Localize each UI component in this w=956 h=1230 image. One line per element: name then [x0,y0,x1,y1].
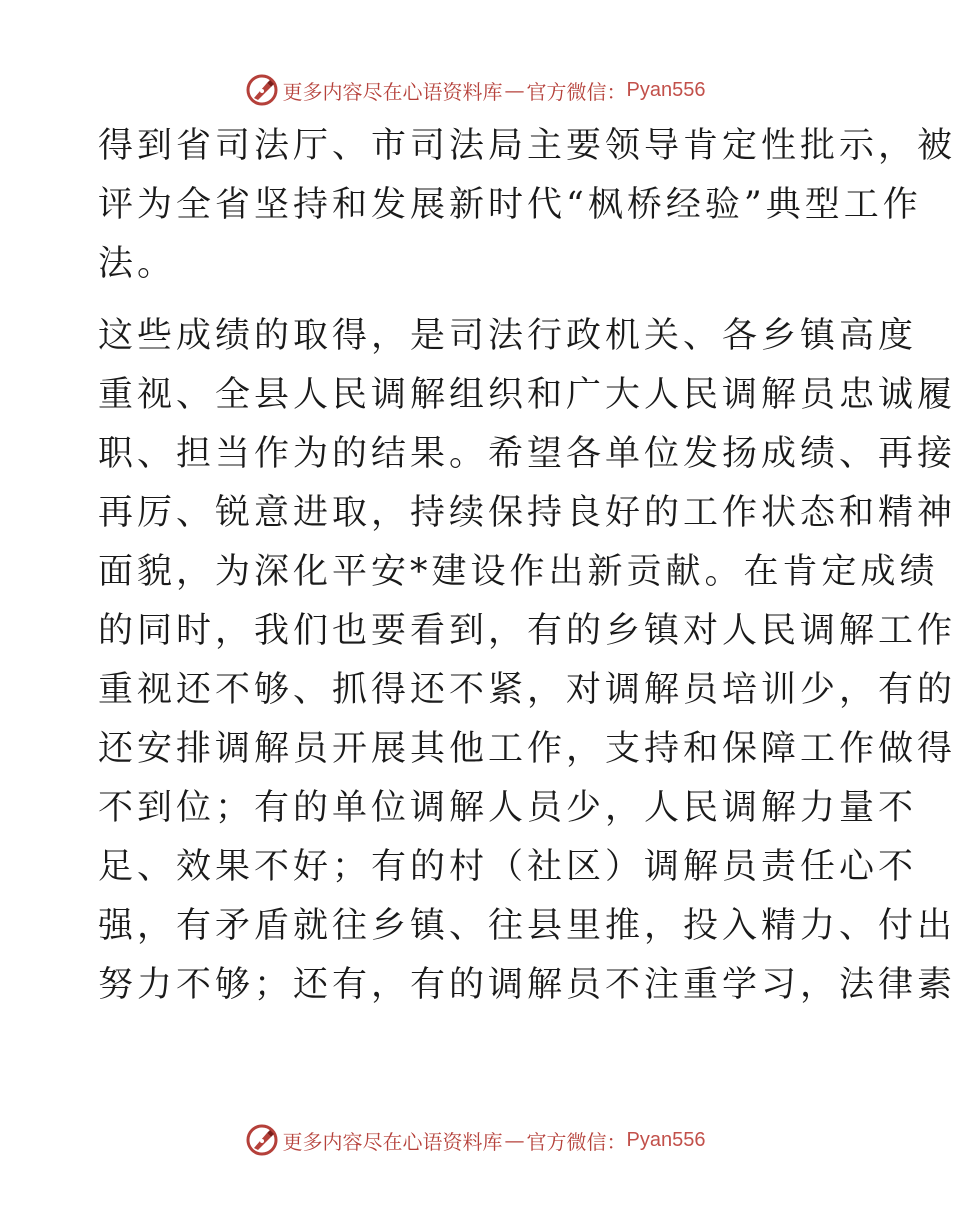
text-line: 法。 [98,244,177,284]
header-wechat-label: 官方微信： [526,79,627,104]
text-line: 还安排调解员开展其他工作，支持和保障工作做得 [98,729,956,769]
document-body [98,117,956,1015]
text-line: 重视还不够、抓得还不紧，对调解员培训少，有的 [98,670,956,710]
text-line: 再厉、锐意进取，持续保持良好的工作状态和精神 [98,493,956,533]
text-line: 重视、全县人民调解组织和广大人民调解员忠诚履 [98,375,956,415]
header-watermark [0,70,950,110]
pen-nib-icon [245,1123,279,1157]
text-line: 强，有矛盾就往乡镇、往县里推，投入精力、付出 [98,906,956,946]
footer-brand-text: 更多内容尽在心语资料库 [282,1129,503,1154]
text-line: 不到位；有的单位调解人员少，人民调解力量不 [98,788,918,828]
text-line: 面貌，为深化平安*建设作出新贡献。在肯定成绩 [98,552,939,592]
text-line: 这些成绩的取得，是司法行政机关、各乡镇高度 [98,316,918,356]
text-line: 职、担当作为的结果。希望各单位发扬成绩、再接 [98,434,956,474]
paragraph-2 [98,307,956,1015]
footer-wechat-label: 官方微信： [526,1129,627,1154]
text-line: 得到省司法厅、市司法局主要领导肯定性批示，被 [98,126,956,166]
header-wechat-handle: Pyan556 [626,78,706,101]
pen-nib-icon [245,73,279,107]
text-line: 足、效果不好；有的村（社区）调解员责任心不 [98,847,918,887]
footer-wechat-handle: Pyan556 [626,1128,706,1151]
text-line: 评为全省坚持和发展新时代“枫桥经验”典型工作 [98,185,922,225]
footer-separator: — [504,1128,525,1152]
text-line: 努力不够；还有，有的调解员不注重学习，法律素 [98,965,956,1005]
header-brand-text: 更多内容尽在心语资料库 [282,79,503,104]
footer-watermark [0,1120,950,1160]
header-separator: — [504,78,525,102]
paragraph-1 [98,117,956,294]
text-line: 的同时，我们也要看到，有的乡镇对人民调解工作 [98,611,956,651]
